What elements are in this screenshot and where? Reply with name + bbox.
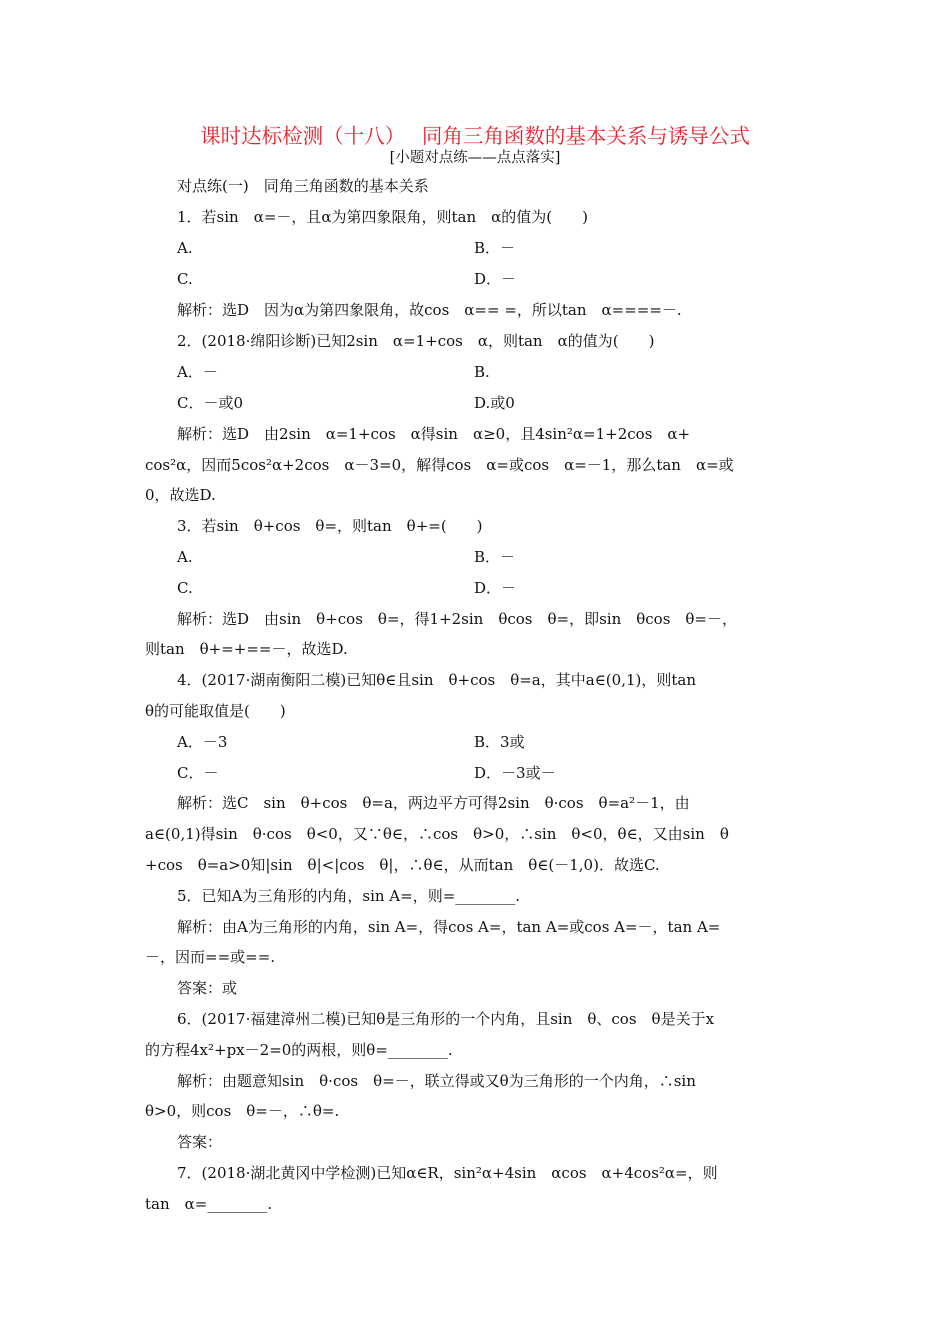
q6-answer: 答案： [177, 1133, 223, 1151]
question-7-cont: tan α=________. [145, 1195, 273, 1213]
q5-answer: 答案：或 [177, 979, 238, 997]
question-4-cont: θ的可能取值是( ) [145, 702, 286, 720]
question-7: 7．(2018·湖北黄冈中学检测)已知α∈R，sin²α+4sin αcos α+4cos²α=，则 [177, 1164, 718, 1182]
q4-option-c: C．－ [177, 764, 219, 782]
q3-option-a: A. [177, 548, 193, 566]
q3-option-c: C. [177, 579, 193, 597]
q5-solution-line: －，因而==或==. [145, 948, 276, 966]
q2-solution-line: 解析：选D 由2sin α=1+cos α得sin α≥0，且4sin²α=1+2cos α+ [177, 425, 691, 443]
q1-solution: 解析：选D 因为α为第四象限角，故cos α== =，所以tan α====－. [177, 301, 682, 319]
q3-option-d: D．－ [474, 579, 517, 597]
q6-solution-line: θ>0，则cos θ=－，∴θ=. [145, 1102, 340, 1120]
q2-option-a: A．－ [177, 363, 218, 381]
q1-option-c: C. [177, 270, 193, 288]
q4-solution-line: a∈(0,1)得sin θ·cos θ<0，又∵θ∈，∴cos θ>0，∴sin θ<0，θ∈，又由sin θ [145, 825, 729, 843]
q4-solution-line: 解析：选C sin θ+cos θ=a，两边平方可得2sin θ·cos θ=a²－1，由 [177, 794, 690, 812]
question-5: 5．已知A为三角形的内角，sin A=，则=________. [177, 887, 521, 905]
q4-option-b: B．3或 [474, 733, 525, 751]
q4-option-a: A．－3 [177, 733, 228, 751]
q4-option-d: D．－3或－ [474, 764, 556, 782]
q3-solution-line: 解析：选D 由sin θ+cos θ=，得1+2sin θcos θ=，即sin θcos θ=－， [177, 610, 737, 628]
q3-solution-line: 则tan θ+=+==－，故选D. [145, 640, 348, 658]
q5-solution-line: 解析：由A为三角形的内角，sin A=，得cos A=，tan A=或cos A=－，tan A= [177, 918, 721, 936]
q6-solution-line: 解析：由题意知sin θ·cos θ=－，联立得或又θ为三角形的一个内角，∴sin [177, 1072, 696, 1090]
q4-solution-line: +cos θ=a>0知|sin θ|<|cos θ|，∴θ∈，从而tan θ∈(－1,0)．故选C. [145, 856, 660, 874]
q1-option-a: A. [177, 239, 193, 257]
question-3: 3．若sin θ+cos θ=，则tan θ+=( ) [177, 517, 483, 535]
section-subtitle: [小题对点练——点点落实] [389, 150, 561, 166]
section-heading: 对点练(一) 同角三角函数的基本关系 [177, 177, 429, 195]
q1-option-d: D．－ [474, 270, 517, 288]
page-title: 课时达标检测（十八） 同角三角函数的基本关系与诱导公式 [200, 124, 750, 148]
q2-solution-line: cos²α，因而5cos²α+2cos α－3=0，解得cos α=或cos α=－1，那么tan α=或 [145, 456, 734, 474]
q1-option-b: B．－ [474, 239, 516, 257]
q2-option-b: B. [474, 363, 490, 381]
question-6-cont: 的方程4x²+px－2=0的两根，则θ=________. [145, 1041, 453, 1059]
question-4: 4．(2017·湖南衡阳二模)已知θ∈且sin θ+cos θ=a，其中a∈(0,1)，则tan [177, 671, 696, 689]
q2-solution-line: 0，故选D. [145, 486, 216, 504]
q2-option-c: C．－或0 [177, 394, 244, 412]
q3-option-b: B．－ [474, 548, 516, 566]
question-6: 6．(2017·福建漳州二模)已知θ是三角形的一个内角，且sin θ、cos θ是关于x [177, 1010, 715, 1028]
q2-option-d: D.或0 [474, 394, 515, 412]
question-2: 2．(2018·绵阳诊断)已知2sin α=1+cos α，则tan α的值为( ) [177, 332, 655, 350]
question-1: 1．若sin α=－，且α为第四象限角，则tan α的值为( ) [177, 208, 588, 226]
